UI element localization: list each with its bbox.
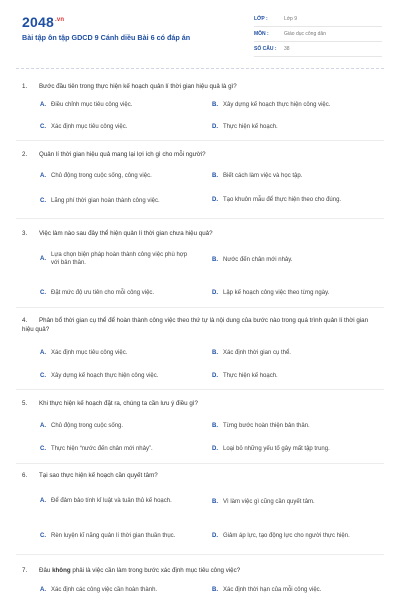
option-c[interactable]: C. Xác định mục tiêu công việc.	[40, 124, 128, 130]
question-text: 3. Việc làm nào sau đây thể hiện quản lí thời gian chưa hiệu quả?	[22, 230, 213, 237]
header-divider	[16, 68, 384, 69]
option-d[interactable]: D. Giảm áp lực, tạo động lực cho người thực hiện.	[212, 533, 350, 539]
question-text: 1. Bước đầu tiên trong thực hiện kế hoạch quản lí thời gian hiệu quả là gì?	[22, 83, 237, 90]
option-c[interactable]: C. Rèn luyện kĩ năng quản lí thời gian thuần thục.	[40, 533, 176, 539]
option-c[interactable]: C. Đặt mức độ ưu tiên cho mỗi công việc.	[40, 290, 155, 296]
option-a[interactable]: A. Xác định mục tiêu công việc.	[40, 350, 128, 356]
option-a[interactable]: A. Xác định các công việc cần hoàn thành.	[40, 587, 158, 593]
option-a[interactable]: A. Chủ động trong cuộc sống.	[40, 423, 124, 429]
option-b[interactable]: B. Từng bước hoàn thiện bản thân.	[212, 423, 310, 429]
meta-panel	[254, 12, 382, 57]
option-a[interactable]: A. Điều chỉnh mục tiêu công việc.	[40, 102, 133, 108]
option-c[interactable]: C. Lãng phí thời gian hoàn thành công việc.	[40, 198, 160, 204]
question-text: 7. Đâu không phải là việc cần làm trong bước xác định mục tiêu công việc?	[22, 567, 241, 574]
meta-row-class	[254, 12, 382, 27]
option-d[interactable]: D. Thực hiện kế hoạch.	[212, 124, 278, 130]
option-d[interactable]: D. Tạo khuôn mẫu để thực hiện theo cho đúng.	[212, 197, 342, 203]
header	[0, 0, 400, 70]
question-text: 6. Tại sao thực hiện kế hoạch cần quyết tâm?	[22, 472, 158, 479]
option-c[interactable]: C. Thực hiện “nước đến chân mới nhảy”.	[40, 446, 153, 452]
question-divider	[16, 463, 384, 464]
meta-row-subject	[254, 27, 382, 42]
option-b[interactable]: B. Vì làm việc gì cũng cần quyết tâm.	[212, 499, 315, 505]
site-logo[interactable]: $2048^{.vn}$	[22, 14, 65, 30]
option-a[interactable]: A. Chủ động trong cuộc sống, công việc.	[40, 173, 152, 179]
option-a[interactable]: A. Lựa chọn biện pháp hoàn thành công việc phù hợp với bản thân.	[40, 252, 188, 266]
option-b[interactable]: B. Xác định thời gian cụ thể.	[212, 350, 291, 356]
option-b[interactable]: B. Xác định thời hạn của mỗi công việc.	[212, 587, 322, 593]
option-c[interactable]: C. Xây dựng kế hoạch thực hiện công việc.	[40, 373, 159, 379]
option-b[interactable]: B. Nước đến chân mới nhảy.	[212, 257, 293, 263]
meta-label: MÔN :	[254, 31, 269, 37]
option-d[interactable]: D. Thực hiện kế hoạch.	[212, 373, 278, 379]
option-a[interactable]: A. Để đảm bảo tính kỉ luật và tuân thủ kế hoạch.	[40, 498, 172, 504]
option-b[interactable]: B. Biết cách làm việc và học tập.	[212, 173, 303, 179]
question-text: 4. Phân bổ thời gian cụ thể để hoàn thành công việc theo thứ tự là nội dung của bước nào trong quá trình quản lí thời gian hiệu quả?	[22, 317, 369, 333]
page-title: Bài tập ôn tập GDCD 9 Cánh diều Bài 6 có đáp án	[22, 33, 191, 42]
option-d[interactable]: D. Loại bỏ những yếu tố gây mất tập trung.	[212, 446, 330, 452]
meta-label: LỚP :	[254, 16, 268, 22]
meta-value: Giáo dục công dân	[284, 31, 326, 37]
question-text: 2. Quản lí thời gian hiệu quả mang lại lợi ích gì cho mỗi người?	[22, 151, 206, 158]
question-divider	[16, 307, 384, 308]
question-divider	[16, 389, 384, 390]
question-text: 5. Khi thực hiện kế hoạch đặt ra, chúng ta cần lưu ý điều gì?	[22, 400, 198, 407]
meta-row-count	[254, 42, 382, 57]
meta-label: SỐ CÂU :	[254, 46, 277, 52]
meta-value: 38	[284, 46, 290, 52]
question-divider	[16, 218, 384, 219]
option-d[interactable]: D. Lập kế hoạch công việc theo từng ngày.	[212, 290, 330, 296]
question-divider	[16, 140, 384, 141]
option-b[interactable]: B. Xây dựng kế hoạch thực hiện công việc.	[212, 102, 331, 108]
question-divider	[16, 554, 384, 555]
meta-value: Lớp 9	[284, 16, 298, 22]
